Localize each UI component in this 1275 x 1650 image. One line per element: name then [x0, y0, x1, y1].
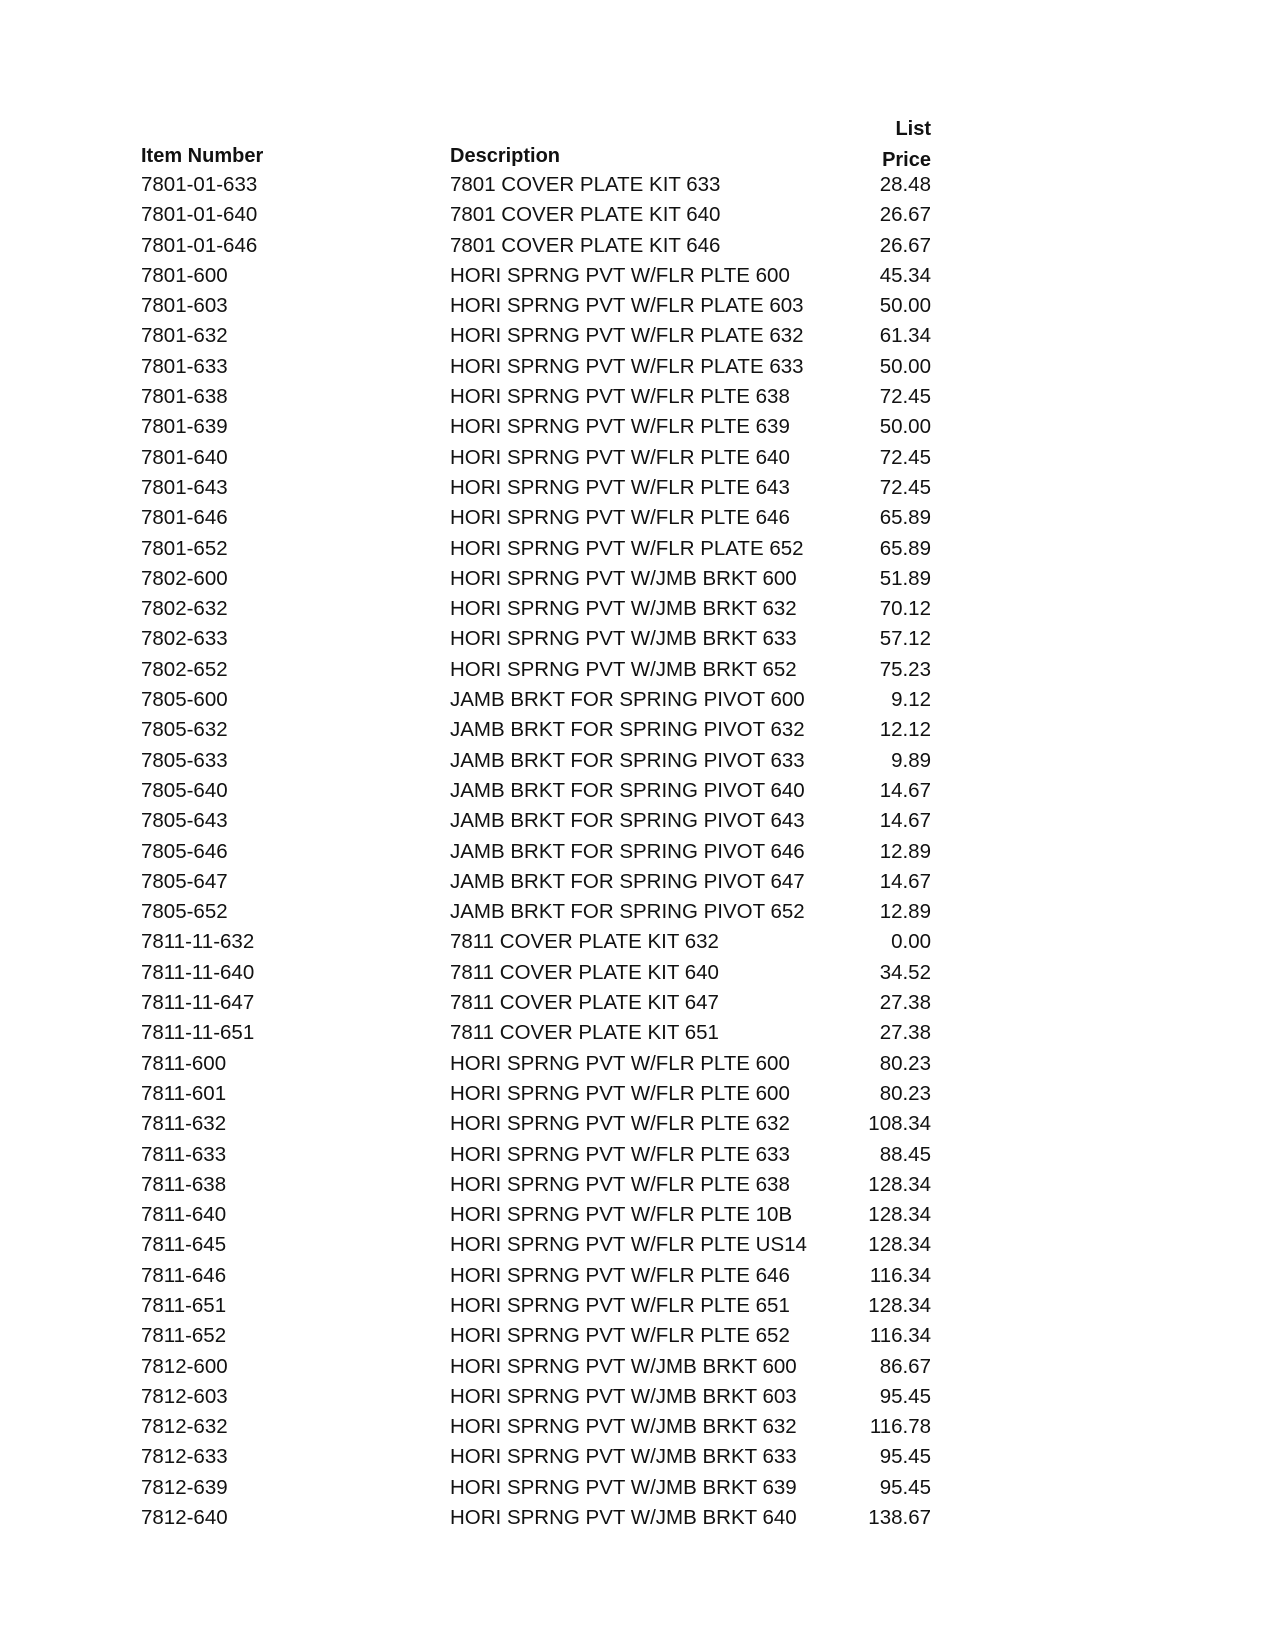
list-price-cell: 108.34: [868, 1112, 931, 1136]
description-cell: HORI SPRNG PVT W/FLR PLTE 632: [450, 1112, 790, 1136]
description-cell: HORI SPRNG PVT W/FLR PLATE 633: [450, 354, 804, 378]
header-price-line2: Price: [882, 149, 931, 171]
table-row: [141, 382, 931, 412]
table-row: [141, 1412, 931, 1442]
header-list-price: [882, 114, 931, 176]
item-number-cell: 7811-638: [141, 1172, 227, 1196]
list-price-cell: 72.45: [879, 385, 931, 409]
item-number-cell: 7801-01-646: [141, 233, 258, 257]
list-price-cell: 75.23: [879, 657, 931, 681]
list-price-cell: 95.45: [879, 1384, 931, 1408]
item-number-cell: 7811-633: [141, 1142, 227, 1166]
list-price-cell: 0.00: [891, 930, 931, 954]
description-cell: HORI SPRNG PVT W/JMB BRKT 632: [450, 597, 797, 621]
table-row: [141, 867, 931, 897]
table-row: [141, 261, 931, 291]
table-row: [141, 715, 931, 745]
list-price-cell: 27.38: [879, 991, 931, 1015]
table-row: [141, 958, 931, 988]
description-cell: JAMB BRKT FOR SPRING PIVOT 647: [450, 869, 805, 893]
description-cell: 7811 COVER PLATE KIT 651: [450, 1021, 719, 1045]
table-row: [141, 746, 931, 776]
item-number-cell: 7811-646: [141, 1263, 227, 1287]
list-price-cell: 34.52: [879, 960, 931, 984]
table-row: [141, 412, 931, 442]
description-cell: HORI SPRNG PVT W/FLR PLATE 652: [450, 536, 804, 560]
description-cell: HORI SPRNG PVT W/FLR PLTE 638: [450, 385, 790, 409]
table-row: [141, 806, 931, 836]
table-row: [141, 200, 931, 230]
description-cell: HORI SPRNG PVT W/JMB BRKT 600: [450, 566, 797, 590]
list-price-cell: 128.34: [868, 1233, 931, 1257]
table-row: [141, 897, 931, 927]
table-row: [141, 1442, 931, 1472]
list-price-cell: 14.67: [879, 809, 931, 833]
description-cell: 7801 COVER PLATE KIT 646: [450, 233, 721, 257]
item-number-cell: 7812-632: [141, 1415, 228, 1439]
list-price-cell: 116.34: [869, 1263, 931, 1287]
list-price-cell: 88.45: [879, 1142, 931, 1166]
item-number-cell: 7805-647: [141, 869, 228, 893]
description-cell: JAMB BRKT FOR SPRING PIVOT 633: [450, 748, 805, 772]
list-price-cell: 61.34: [879, 324, 931, 348]
item-number-cell: 7805-652: [141, 900, 228, 924]
table-row: [141, 655, 931, 685]
item-number-cell: 7801-638: [141, 385, 228, 409]
description-cell: JAMB BRKT FOR SPRING PIVOT 600: [450, 688, 805, 712]
table-row: [141, 231, 931, 261]
description-cell: HORI SPRNG PVT W/JMB BRKT 603: [450, 1384, 797, 1408]
description-cell: HORI SPRNG PVT W/JMB BRKT 633: [450, 627, 797, 651]
list-price-cell: 50.00: [879, 294, 931, 318]
description-cell: HORI SPRNG PVT W/FLR PLTE US14: [450, 1233, 807, 1257]
item-number-cell: 7812-600: [141, 1354, 228, 1378]
list-price-cell: 57.12: [879, 627, 931, 651]
table-row: [141, 352, 931, 382]
item-number-cell: 7801-603: [141, 294, 228, 318]
list-price-cell: 95.45: [879, 1445, 931, 1469]
table-row: [141, 1321, 931, 1351]
list-price-cell: 12.89: [879, 839, 931, 863]
list-price-cell: 128.34: [868, 1172, 931, 1196]
table-row: [141, 291, 931, 321]
table-row: [141, 443, 931, 473]
table-row: [141, 1473, 931, 1503]
table-header: [141, 112, 931, 170]
item-number-cell: 7802-632: [141, 597, 228, 621]
description-cell: HORI SPRNG PVT W/FLR PLATE 603: [450, 294, 804, 318]
description-cell: HORI SPRNG PVT W/FLR PLTE 643: [450, 475, 790, 499]
description-cell: HORI SPRNG PVT W/FLR PLTE 600: [450, 263, 790, 287]
description-cell: HORI SPRNG PVT W/FLR PLTE 633: [450, 1142, 790, 1166]
table-row: [141, 1049, 931, 1079]
item-number-cell: 7802-600: [141, 566, 228, 590]
description-cell: 7801 COVER PLATE KIT 640: [450, 203, 721, 227]
description-cell: HORI SPRNG PVT W/FLR PLTE 646: [450, 1263, 790, 1287]
item-number-cell: 7812-633: [141, 1445, 228, 1469]
description-cell: HORI SPRNG PVT W/JMB BRKT 632: [450, 1415, 797, 1439]
list-price-cell: 95.45: [879, 1475, 931, 1499]
description-cell: JAMB BRKT FOR SPRING PIVOT 652: [450, 900, 805, 924]
item-number-cell: 7801-600: [141, 263, 228, 287]
description-cell: HORI SPRNG PVT W/FLR PLTE 652: [450, 1324, 790, 1348]
list-price-cell: 50.00: [879, 354, 931, 378]
item-number-cell: 7801-01-640: [141, 203, 258, 227]
list-price-cell: 86.67: [879, 1354, 931, 1378]
item-number-cell: 7805-643: [141, 809, 228, 833]
item-number-cell: 7801-632: [141, 324, 228, 348]
list-price-cell: 28.48: [879, 173, 931, 196]
item-number-cell: 7811-632: [141, 1112, 227, 1136]
description-cell: JAMB BRKT FOR SPRING PIVOT 640: [450, 778, 805, 802]
table-body: [141, 170, 931, 1533]
item-number-cell: 7805-640: [141, 778, 228, 802]
description-cell: 7811 COVER PLATE KIT 640: [450, 960, 719, 984]
item-number-cell: 7801-640: [141, 445, 228, 469]
description-cell: HORI SPRNG PVT W/FLR PLTE 600: [450, 1081, 790, 1105]
description-cell: HORI SPRNG PVT W/FLR PLTE 640: [450, 445, 790, 469]
description-cell: JAMB BRKT FOR SPRING PIVOT 646: [450, 839, 805, 863]
list-price-cell: 72.45: [879, 445, 931, 469]
item-number-cell: 7805-633: [141, 748, 228, 772]
item-number-cell: 7811-11-632: [141, 930, 255, 954]
description-cell: HORI SPRNG PVT W/FLR PLTE 651: [450, 1293, 790, 1317]
list-price-cell: 65.89: [879, 536, 931, 560]
header-price-line1: List: [895, 118, 931, 140]
list-price-cell: 27.38: [879, 1021, 931, 1045]
list-price-cell: 128.34: [868, 1293, 931, 1317]
list-price-cell: 80.23: [879, 1051, 931, 1075]
item-number-cell: 7811-640: [141, 1203, 227, 1227]
item-number-cell: 7812-640: [141, 1506, 228, 1530]
item-number-cell: 7812-639: [141, 1475, 228, 1499]
item-number-cell: 7802-633: [141, 627, 228, 651]
item-number-cell: 7801-01-633: [141, 173, 258, 196]
item-number-cell: 7811-651: [141, 1293, 227, 1317]
list-price-cell: 14.67: [879, 778, 931, 802]
item-number-cell: 7801-633: [141, 354, 228, 378]
list-price-cell: 9.12: [891, 688, 931, 712]
item-number-cell: 7801-646: [141, 506, 228, 530]
table-row: [141, 1200, 931, 1230]
table-row: [141, 685, 931, 715]
item-number-cell: 7805-600: [141, 688, 228, 712]
list-price-cell: 51.89: [879, 566, 931, 590]
description-cell: HORI SPRNG PVT W/FLR PLTE 638: [450, 1172, 790, 1196]
table-row: [141, 503, 931, 533]
description-cell: HORI SPRNG PVT W/JMB BRKT 652: [450, 657, 797, 681]
item-number-cell: 7802-652: [141, 657, 228, 681]
item-number-cell: 7811-11-651: [141, 1021, 255, 1045]
description-cell: 7811 COVER PLATE KIT 647: [450, 991, 719, 1015]
item-number-cell: 7805-646: [141, 839, 228, 863]
table-row: [141, 1079, 931, 1109]
header-description: Description: [450, 145, 561, 167]
description-cell: HORI SPRNG PVT W/FLR PLTE 600: [450, 1051, 790, 1075]
table-row: [141, 473, 931, 503]
table-row: [141, 1352, 931, 1382]
item-number-cell: 7801-639: [141, 415, 228, 439]
list-price-cell: 128.34: [868, 1203, 931, 1227]
list-price-cell: 72.45: [879, 475, 931, 499]
description-cell: HORI SPRNG PVT W/JMB BRKT 600: [450, 1354, 797, 1378]
list-price-cell: 45.34: [879, 263, 931, 287]
price-list-table: [141, 112, 931, 1533]
list-price-cell: 50.00: [879, 415, 931, 439]
description-cell: HORI SPRNG PVT W/JMB BRKT 640: [450, 1506, 797, 1530]
description-cell: HORI SPRNG PVT W/FLR PLATE 632: [450, 324, 804, 348]
description-cell: HORI SPRNG PVT W/FLR PLTE 639: [450, 415, 790, 439]
list-price-cell: 116.34: [869, 1324, 931, 1348]
description-cell: HORI SPRNG PVT W/JMB BRKT 639: [450, 1475, 797, 1499]
table-row: [141, 1503, 931, 1533]
item-number-cell: 7811-601: [141, 1081, 227, 1105]
list-price-cell: 14.67: [879, 869, 931, 893]
table-row: [141, 988, 931, 1018]
table-row: [141, 927, 931, 957]
description-cell: 7811 COVER PLATE KIT 632: [450, 930, 719, 954]
description-cell: 7801 COVER PLATE KIT 633: [450, 173, 721, 196]
list-price-cell: 116.78: [869, 1415, 931, 1439]
description-cell: HORI SPRNG PVT W/FLR PLTE 10B: [450, 1203, 793, 1227]
list-price-cell: 65.89: [879, 506, 931, 530]
list-price-cell: 26.67: [879, 203, 931, 227]
description-cell: HORI SPRNG PVT W/JMB BRKT 633: [450, 1445, 797, 1469]
header-item-number: Item Number: [141, 145, 264, 167]
item-number-cell: 7811-645: [141, 1233, 227, 1257]
list-price-cell: 12.89: [879, 900, 931, 924]
table-row: [141, 594, 931, 624]
list-price-cell: 138.67: [868, 1506, 931, 1530]
item-number-cell: 7812-603: [141, 1384, 228, 1408]
item-number-cell: 7805-632: [141, 718, 228, 742]
table-row: [141, 1230, 931, 1260]
list-price-cell: 12.12: [879, 718, 931, 742]
table-row: [141, 1170, 931, 1200]
table-row: [141, 1382, 931, 1412]
table-row: [141, 776, 931, 806]
table-row: [141, 624, 931, 654]
description-cell: JAMB BRKT FOR SPRING PIVOT 643: [450, 809, 805, 833]
list-price-cell: 70.12: [879, 597, 931, 621]
table-row: [141, 564, 931, 594]
item-number-cell: 7811-11-647: [141, 991, 255, 1015]
item-number-cell: 7801-652: [141, 536, 228, 560]
table-row: [141, 837, 931, 867]
description-cell: HORI SPRNG PVT W/FLR PLTE 646: [450, 506, 790, 530]
table-row: [141, 1109, 931, 1139]
list-price-cell: 26.67: [879, 233, 931, 257]
table-row: [141, 170, 931, 200]
table-row: [141, 321, 931, 351]
item-number-cell: 7811-11-640: [141, 960, 255, 984]
item-number-cell: 7811-652: [141, 1324, 227, 1348]
table-row: [141, 534, 931, 564]
table-row: [141, 1140, 931, 1170]
item-number-cell: 7801-643: [141, 475, 228, 499]
list-price-cell: 9.89: [891, 748, 931, 772]
description-cell: JAMB BRKT FOR SPRING PIVOT 632: [450, 718, 805, 742]
list-price-cell: 80.23: [879, 1081, 931, 1105]
table-row: [141, 1018, 931, 1048]
item-number-cell: 7811-600: [141, 1051, 227, 1075]
table-row: [141, 1261, 931, 1291]
table-row: [141, 1291, 931, 1321]
